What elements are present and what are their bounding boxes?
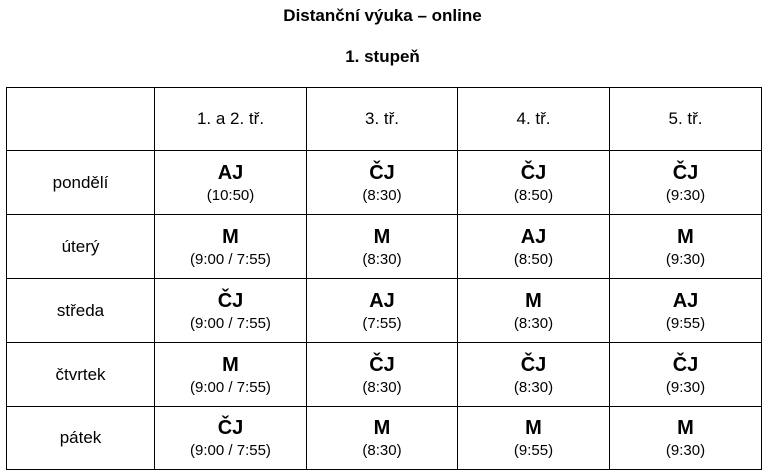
corner-cell: [7, 88, 155, 151]
schedule-cell: [458, 279, 610, 343]
table-row: [7, 343, 762, 407]
subject-label: M: [222, 353, 239, 376]
table-row: [7, 215, 762, 279]
subject-label: M: [373, 417, 391, 439]
schedule-cell: [155, 279, 307, 343]
time-label: (9:30): [665, 378, 706, 396]
subject-label: ČJ: [672, 161, 699, 184]
schedule-cell: [458, 343, 610, 407]
time-label: (8:30): [513, 378, 554, 396]
header-row: [7, 88, 762, 151]
schedule-cell: [155, 407, 307, 470]
schedule-cell: [610, 343, 762, 407]
schedule-cell: [458, 151, 610, 215]
subject-label: AJ: [672, 289, 699, 312]
table-row: [7, 151, 762, 215]
subject-label: M: [677, 417, 694, 439]
time-label: (8:30): [362, 378, 402, 396]
schedule-cell: [307, 407, 458, 470]
schedule-cell: [307, 151, 458, 215]
schedule-cell: [307, 279, 458, 343]
table-row: [7, 279, 762, 343]
column-header: 1. a 2. tř.: [155, 88, 307, 151]
schedule-cell: [610, 279, 762, 343]
schedule-cell: [458, 215, 610, 279]
day-label: čtvrtek: [7, 343, 155, 407]
day-label: pondělí: [7, 151, 155, 215]
subject-label: AJ: [217, 161, 244, 184]
table-row: [7, 407, 762, 470]
time-label: (8:50): [513, 250, 554, 268]
time-label: (8:30): [513, 314, 554, 332]
subject-label: AJ: [369, 289, 395, 312]
time-label: (9:00 / 7:55): [190, 250, 271, 268]
subject-label: M: [677, 225, 694, 248]
subject-label: ČJ: [520, 161, 547, 184]
time-label: (9:00 / 7:55): [190, 378, 271, 396]
schedule-cell: [307, 215, 458, 279]
schedule-cell: [155, 215, 307, 279]
time-label: (8:30): [362, 186, 402, 204]
subject-label: ČJ: [520, 353, 547, 376]
schedule-table: [6, 87, 762, 470]
day-label: pátek: [7, 407, 155, 470]
subject-label: ČJ: [369, 353, 395, 376]
subject-label: M: [373, 225, 391, 248]
time-label: (9:30): [665, 186, 706, 204]
day-label: středa: [7, 279, 155, 343]
subject-label: ČJ: [217, 289, 244, 312]
time-label: (8:30): [362, 250, 402, 268]
time-label: (9:30): [665, 442, 706, 459]
schedule-cell: [307, 343, 458, 407]
schedule-cell: [458, 407, 610, 470]
subject-label: M: [525, 417, 542, 439]
schedule-cell: [610, 151, 762, 215]
column-header: 5. tř.: [610, 88, 762, 151]
schedule-cell: [155, 151, 307, 215]
time-label: (8:50): [513, 186, 554, 204]
time-label: (9:00 / 7:55): [190, 442, 271, 459]
day-label: úterý: [7, 215, 155, 279]
column-header: 4. tř.: [458, 88, 610, 151]
page-title: Distanční výuka – online: [283, 6, 482, 25]
time-label: (7:55): [362, 314, 402, 332]
subject-label: ČJ: [672, 353, 699, 376]
subject-label: AJ: [520, 225, 547, 248]
subject-label: ČJ: [217, 417, 244, 439]
subject-label: M: [525, 289, 542, 312]
time-label: (9:30): [665, 250, 706, 268]
schedule-cell: [610, 407, 762, 470]
subject-label: ČJ: [369, 161, 395, 184]
time-label: (9:00 / 7:55): [190, 314, 271, 332]
time-label: (9:55): [513, 442, 554, 459]
time-label: (10:50): [206, 186, 255, 204]
subject-label: M: [222, 225, 239, 248]
schedule-cell: [155, 343, 307, 407]
schedule-cell: [610, 215, 762, 279]
time-label: (9:55): [665, 314, 706, 332]
time-label: (8:30): [362, 442, 402, 459]
column-header: 3. tř.: [307, 88, 458, 151]
page-subtitle: 1. stupeň: [345, 47, 420, 66]
